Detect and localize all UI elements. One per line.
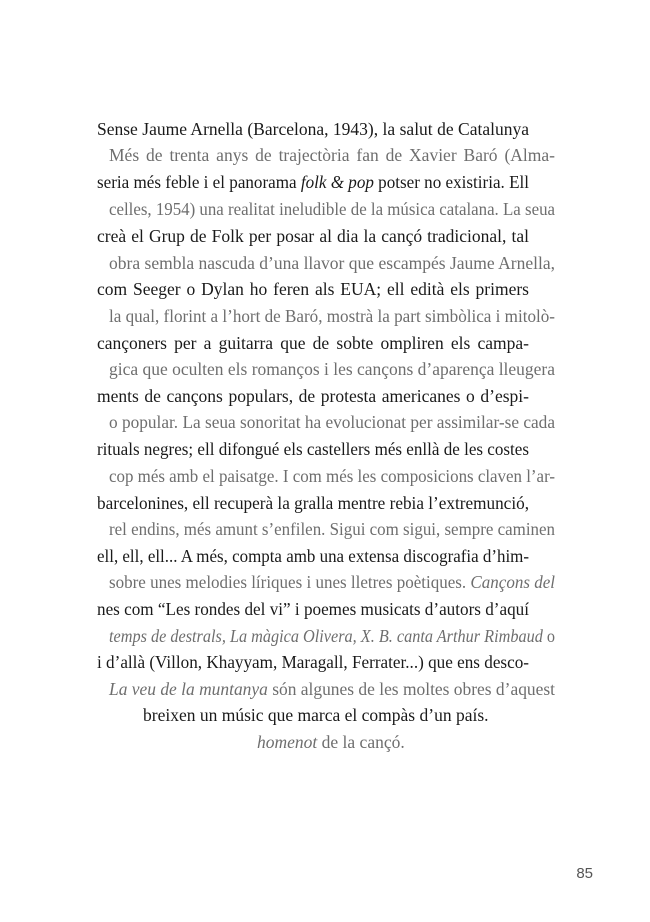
italic-title-segment: folk & pop (300, 172, 374, 192)
text-segment: seria més feble i el panorama (97, 172, 301, 192)
text-line (97, 174, 529, 192)
text-segment: de la cançó. (317, 732, 405, 752)
text-segment: o (542, 626, 555, 646)
italic-title-segment: homenot (257, 732, 318, 752)
italic-title-segment: temps de destrals, La màgica Olivera, X. B. canta Arthur Rimbaud (109, 626, 543, 646)
text-line (97, 121, 529, 139)
text-segment: ell, ell, ell... A més, compta amb una extensa discografia d’him- (97, 546, 529, 566)
text-segment: cop més amb el paisatge. I com més les composicions claven l’ar- (109, 466, 555, 486)
text-line (109, 361, 555, 379)
text-line (109, 255, 555, 273)
text-segment: rel endins, més amunt s’enfilen. Sigui com sigui, sempre caminen (109, 519, 555, 539)
text-line (109, 468, 555, 486)
text-segment: obra sembla nascuda d’una llavor que escampés Jaume Arnella, (109, 253, 555, 273)
text-line (97, 388, 529, 406)
page-number: 85 (576, 865, 593, 882)
text-line (97, 601, 529, 619)
text-segment: i d’allà (Villon, Khayyam, Maragall, Ferrater...) que ens desco- (97, 652, 529, 672)
text-segment: o popular. La seua sonoritat ha evolucionat per assimilar-se cada (109, 412, 555, 432)
text-line (143, 705, 489, 725)
text-line (97, 548, 529, 566)
text-line (97, 228, 529, 246)
text-line (109, 521, 555, 539)
text-line (97, 495, 529, 513)
text-segment: barcelonines, ell recuperà la gralla mentre rebia l’extremunció, (97, 493, 529, 513)
text-segment: Sense Jaume Arnella (Barcelona, 1943), la salut de Catalunya (97, 119, 529, 139)
text-line (257, 734, 407, 752)
text-segment: gica que oculten els romanços i les cançons d’aparença lleugera (109, 359, 555, 379)
text-segment: són algunes de les moltes obres d’aquest (267, 679, 555, 699)
text-line (109, 574, 555, 592)
text-segment: cançoners per a guitarra que de sobte ompliren els campa- (97, 333, 529, 353)
text-line (109, 681, 555, 699)
italic-title-segment: Cançons del (470, 572, 555, 592)
text-line (109, 201, 555, 219)
text-line (109, 628, 555, 646)
text-line (97, 441, 529, 459)
text-segment: Més de trenta anys de trajectòria fan de Xavier Baró (Alma- (109, 145, 555, 165)
text-segment: ments de cançons populars, de protesta americanes o d’espi- (97, 386, 529, 406)
text-line (109, 414, 555, 432)
text-segment: sobre unes melodies líriques i unes lletres poètiques. (109, 572, 471, 592)
italic-title-segment: La veu de la muntanya (109, 679, 268, 699)
text-segment: nes com “Les rondes del vi” i poemes musicats d’autors d’aquí (97, 599, 529, 619)
text-line (97, 654, 529, 672)
text-segment: breixen un músic que marca el compàs d’un país. (143, 705, 489, 725)
text-segment: la qual, florint a l’hort de Baró, mostrà la part simbòlica i mitolò- (109, 306, 555, 326)
text-line (97, 281, 529, 299)
text-line (109, 308, 555, 326)
text-segment: potser no existiria. Ell (373, 172, 529, 192)
text-line (97, 335, 529, 353)
text-segment: celles, 1954) una realitat ineludible de la música catalana. La seua (109, 199, 555, 219)
text-line (109, 147, 555, 165)
text-segment: rituals negres; ell difongué els castellers més enllà de les costes (97, 439, 529, 459)
text-segment: creà el Grup de Folk per posar al dia la cançó tradicional, tal (97, 226, 529, 246)
text-segment: com Seeger o Dylan ho feren als EUA; ell edità els primers (97, 279, 529, 299)
